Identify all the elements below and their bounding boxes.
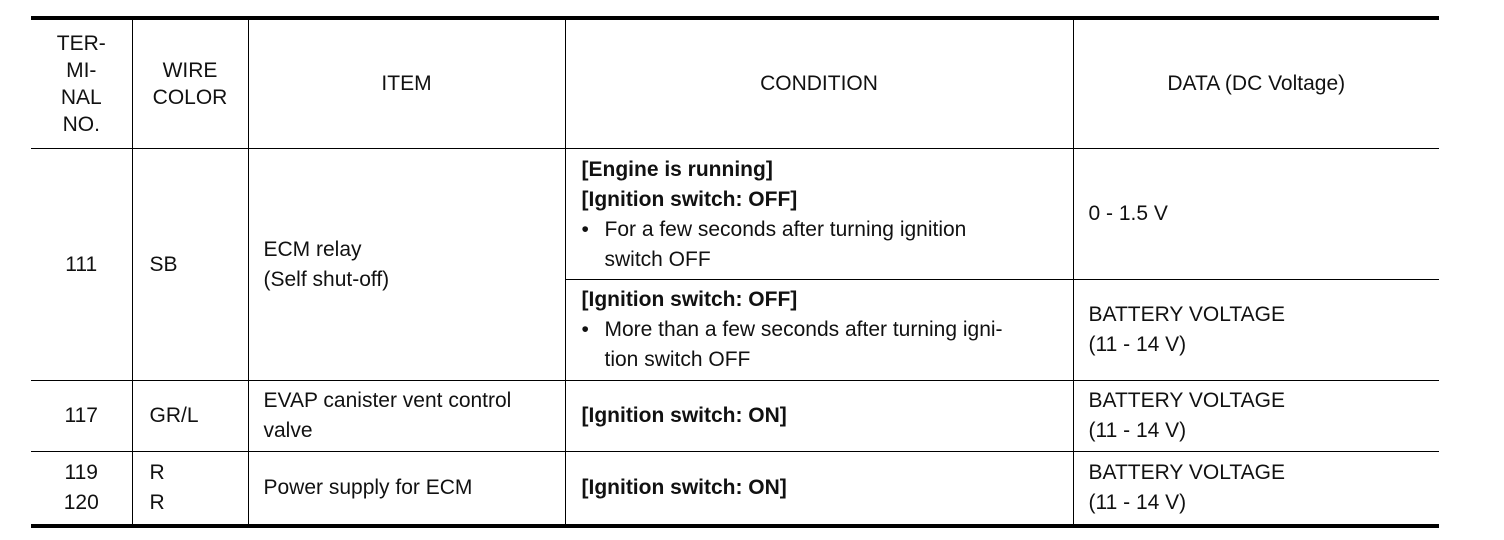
header-terminal-line: TER- [56,32,106,55]
terminal-line: 119 [64,461,98,484]
wire-color-cell: GR/L [132,381,248,452]
header-data: DATA (DC Voltage) [1073,18,1439,149]
header-terminal-line: NO. [62,113,100,136]
wire-line: R [149,461,165,484]
item-line: valve [263,419,313,442]
condition-cell [565,280,1073,381]
terminal-cell: 117 [31,381,132,452]
ecm-terminal-table [31,16,1439,528]
condition-heading: [Engine is running] [581,158,773,181]
header-wire-line: WIRE [162,59,218,82]
header-row [31,18,1439,149]
condition-text: More than a few seconds after turning igni- [604,318,1003,341]
item-line: ECM relay [263,237,362,261]
wire-line: R [149,491,165,514]
header-item: ITEM [248,18,565,149]
condition-cell: [Ignition switch: ON] [565,381,1073,452]
condition-text: switch OFF [604,248,711,271]
header-wire-line: COLOR [152,86,228,109]
data-line: (11 - 14 V) [1088,491,1187,514]
item-cell [248,149,565,381]
data-line: BATTERY VOLTAGE [1088,389,1285,412]
table-row [31,149,1439,280]
bullet-icon: • [581,218,589,241]
spec-table-container [31,16,1439,528]
terminal-cell [31,452,132,527]
data-cell [1073,381,1439,452]
data-line: BATTERY VOLTAGE [1088,461,1285,484]
condition-bullet-item [582,315,1063,375]
data-cell: 0 - 1.5 V [1073,149,1439,280]
condition-text: For a few seconds after turning ignition [604,218,967,241]
item-cell [248,381,565,452]
condition-cell [565,149,1073,280]
data-cell [1073,452,1439,527]
condition-bullet-item [582,215,1063,275]
table-row [31,381,1439,452]
header-terminal-no [31,18,132,149]
terminal-line: 120 [63,491,99,514]
header-terminal-line: NAL [60,86,102,109]
data-line: (11 - 14 V) [1088,333,1187,356]
item-cell: Power supply for ECM [248,452,565,527]
condition-heading: [Ignition switch: OFF] [581,288,798,311]
header-wire-color [132,18,248,149]
condition-heading: [Ignition switch: OFF] [581,188,798,211]
data-cell [1073,280,1439,381]
condition-cell: [Ignition switch: ON] [565,452,1073,527]
table-row [31,452,1439,527]
data-line: BATTERY VOLTAGE [1088,303,1285,326]
wire-color-cell: SB [132,149,248,381]
item-line: EVAP canister vent control [263,389,512,412]
terminal-cell: 111 [31,149,132,381]
wire-color-cell [132,452,248,527]
condition-text: tion switch OFF [604,348,751,371]
header-terminal-line: MI- [66,59,97,82]
header-condition: CONDITION [565,18,1073,149]
data-line: (11 - 14 V) [1088,419,1187,442]
bullet-icon: • [581,318,589,341]
item-line: (Self shut-off) [263,267,390,291]
